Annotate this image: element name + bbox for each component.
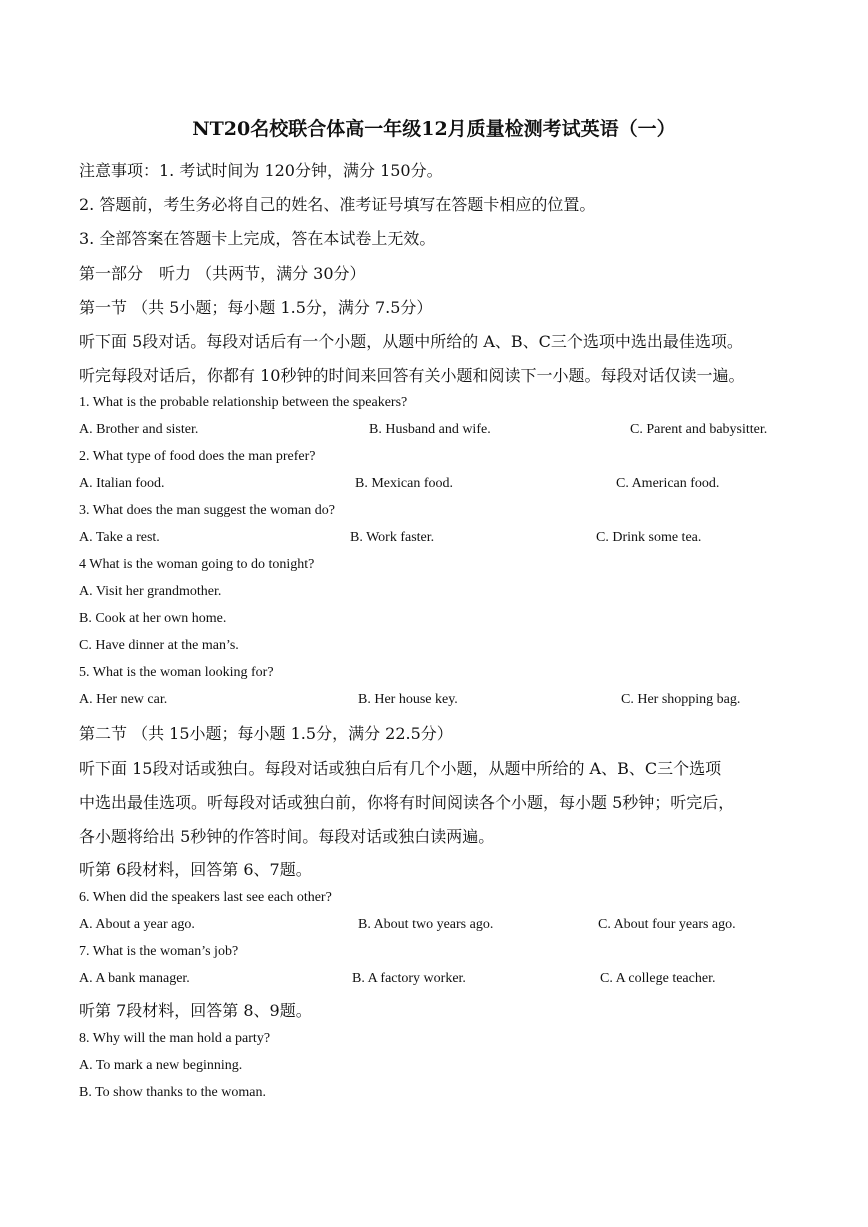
section2-heading: 第二节 （共 15小题；每小题 1.5分，满分 22.5分） (79, 724, 453, 743)
notice-line-1: 注意事项：1. 考试时间为 120分钟，满分 150分。 (79, 161, 443, 180)
question-4-option-a: A. Visit her grandmother. (79, 584, 222, 599)
notice-line-2: 2. 答题前，考生务必将自己的姓名、准考证号填写在答题卡相应的位置。 (79, 195, 596, 214)
question-6-option-c: C. About four years ago. (598, 917, 736, 932)
question-4-option-b: B. Cook at her own home. (79, 611, 227, 626)
question-3-option-a: A. Take a rest. (79, 530, 160, 545)
question-7-text: 7. What is the woman’s job? (79, 944, 239, 959)
question-5-option-a: A. Her new car. (79, 692, 168, 707)
question-7-option-b: B. A factory worker. (352, 971, 466, 986)
question-1-option-b: B. Husband and wife. (369, 422, 491, 437)
question-2-option-c: C. American food. (616, 476, 720, 491)
question-1-option-a: A. Brother and sister. (79, 422, 199, 437)
question-3-option-b: B. Work faster. (350, 530, 435, 545)
question-2-text: 2. What type of food does the man prefer? (79, 449, 316, 464)
question-4-option-c: C. Have dinner at the man’s. (79, 638, 239, 653)
section1-heading: 第一节 （共 5小题；每小题 1.5分，满分 7.5分） (79, 298, 433, 317)
question-1-text: 1. What is the probable relationship between the speakers? (79, 395, 408, 410)
question-8-option-a: A. To mark a new beginning. (79, 1058, 243, 1073)
question-1-option-c: C. Parent and babysitter. (630, 422, 768, 437)
question-6-option-b: B. About two years ago. (358, 917, 494, 932)
section2-instruction-3: 各小题将给出 5秒钟的作答时间。每段对话或独白读两遍。 (79, 827, 495, 846)
question-7-option-c: C. A college teacher. (600, 971, 716, 986)
question-3-text: 3. What does the man suggest the woman do? (79, 503, 335, 518)
question-8-text: 8. Why will the man hold a party? (79, 1031, 271, 1046)
question-5-option-c: C. Her shopping bag. (621, 692, 741, 707)
question-4-text: 4 What is the woman going to do tonight? (79, 557, 315, 572)
question-6-option-a: A. About a year ago. (79, 917, 195, 932)
material-7-heading: 听第 7段材料，回答第 8、9题。 (79, 1001, 312, 1020)
question-5-option-b: B. Her house key. (358, 692, 458, 707)
question-5-text: 5. What is the woman looking for? (79, 665, 274, 680)
section2-instruction-2: 中选出最佳选项。听每段对话或独白前，你将有时间阅读各个小题，每小题 5秒钟；听完后， (79, 793, 735, 812)
question-6-text: 6. When did the speakers last see each other? (79, 890, 332, 905)
question-7-option-a: A. A bank manager. (79, 971, 190, 986)
question-2-option-a: A. Italian food. (79, 476, 165, 491)
notice-line-3: 3. 全部答案在答题卡上完成，答在本试卷上无效。 (79, 229, 436, 248)
exam-title: NT20名校联合体高一年级12月质量检测考试英语（一） (192, 118, 676, 140)
section1-instruction-2: 听完每段对话后，你都有 10秒钟的时间来回答有关小题和阅读下一小题。每段对话仅读一遍。 (79, 366, 745, 385)
material-6-heading: 听第 6段材料，回答第 6、7题。 (79, 860, 312, 879)
question-3-option-c: C. Drink some tea. (596, 530, 702, 545)
part1-heading: 第一部分 听力 （共两节，满分 30分） (79, 264, 366, 283)
question-2-option-b: B. Mexican food. (355, 476, 453, 491)
section2-instruction-1: 听下面 15段对话或独白。每段对话或独白后有几个小题，从题中所给的 A、B、C三个选项 (79, 759, 722, 778)
question-8-option-b: B. To show thanks to the woman. (79, 1085, 266, 1100)
section1-instruction-1: 听下面 5段对话。每段对话后有一个小题，从题中所给的 A、B、C三个选项中选出最佳选项。 (79, 332, 743, 351)
